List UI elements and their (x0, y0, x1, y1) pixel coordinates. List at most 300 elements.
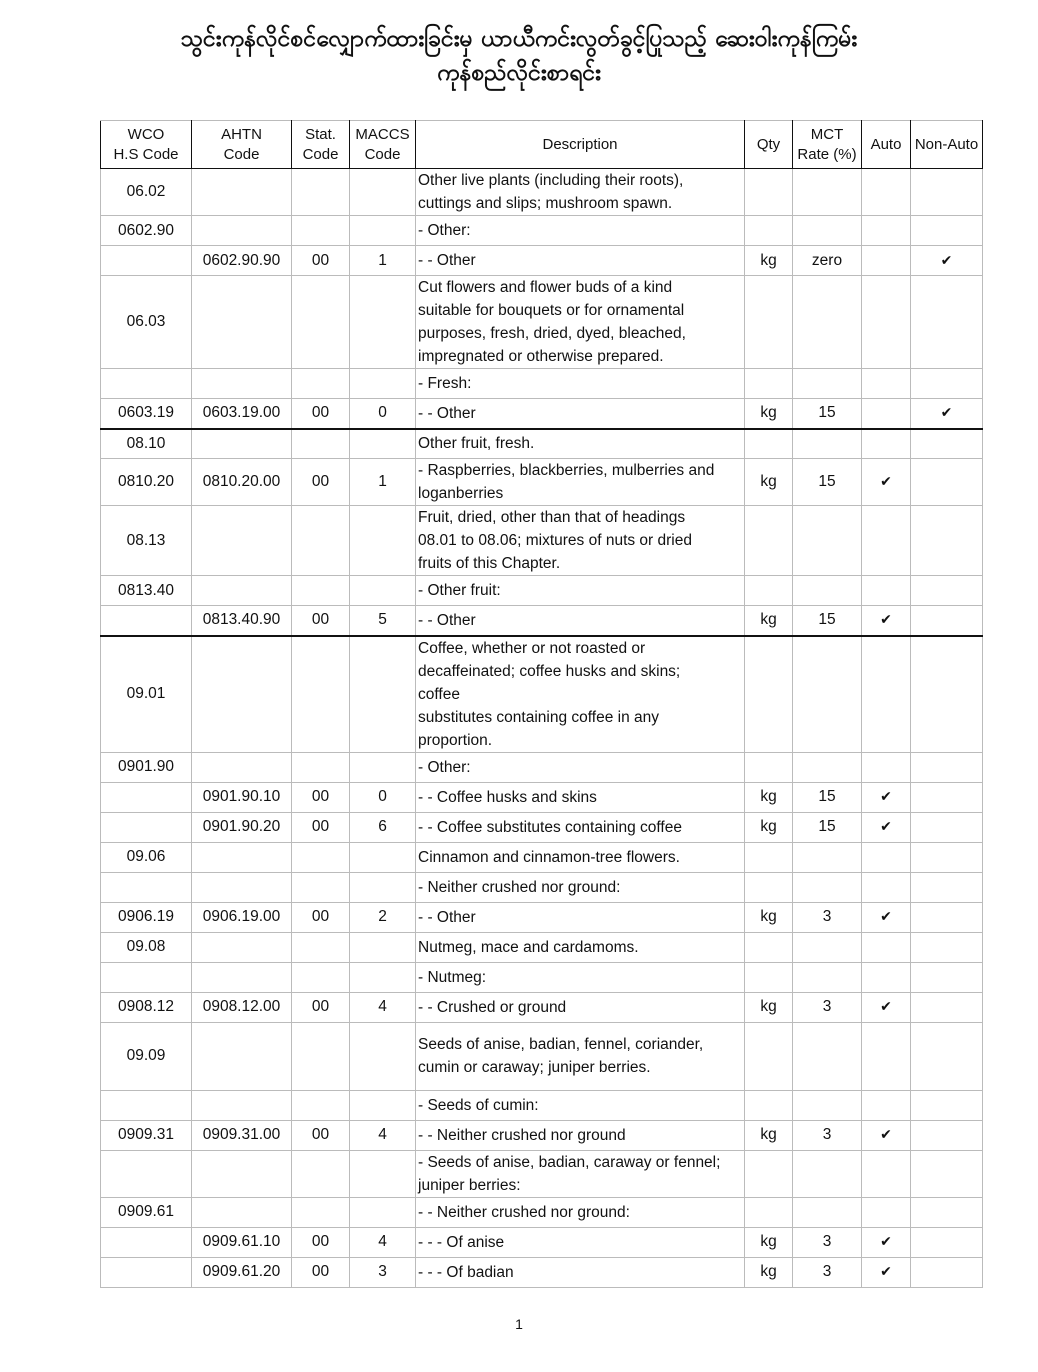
cell-nonauto (911, 1227, 983, 1257)
cell-desc (416, 429, 745, 459)
cell-value: 3 (378, 1263, 387, 1280)
cell-ahtn (192, 782, 292, 812)
description-line: substitutes containing coffee in any (418, 708, 659, 726)
description-line: impregnated or otherwise prepared. (418, 348, 664, 365)
cell-desc (416, 1150, 745, 1197)
cell-auto (862, 1150, 911, 1197)
description-line: Nutmeg, mace and cardamoms. (418, 938, 639, 956)
cell-value: 15 (818, 818, 836, 835)
description-line: cuttings and slips; mushroom spawn. (418, 195, 673, 212)
description-line: - - Other (418, 908, 476, 926)
cell-wco (101, 276, 192, 369)
cell-desc (416, 276, 745, 369)
cell-value: 3 (822, 1126, 832, 1143)
cell-value: kg (760, 1263, 777, 1280)
cell-desc (416, 1257, 745, 1287)
table-row (101, 1120, 983, 1150)
cell-mct (793, 1197, 862, 1227)
cell-maccs (350, 872, 416, 902)
cell-desc (416, 902, 745, 932)
cell-maccs (350, 276, 416, 369)
cell-desc (416, 932, 745, 962)
cell-auto (862, 992, 911, 1022)
table-row (101, 606, 983, 636)
cell-value: 00 (311, 818, 330, 835)
cell-maccs (350, 369, 416, 399)
document-title-line-1: သွင်းကုန်လိုင်စင်လျှောက်ထားခြင်းမှ ယာယီကင်းလွတ်ခွင့်ပြုသည့် ဆေးဝါးကုန်ကြမ်း (180, 26, 858, 52)
cell-maccs (350, 399, 416, 429)
description-line: suitable for bouquets or for ornamental (418, 302, 685, 319)
cell-desc (416, 872, 745, 902)
cell-stat (292, 1022, 350, 1090)
check-mark-icon: ✔ (880, 1126, 892, 1142)
cell-value: 06.03 (126, 313, 166, 330)
check-mark-icon: ✔ (880, 788, 892, 804)
cell-stat (292, 752, 350, 782)
cell-maccs (350, 576, 416, 606)
cell-auto (862, 216, 911, 246)
cell-qty (745, 932, 793, 962)
cell-qty (745, 752, 793, 782)
check-mark-icon: ✔ (880, 998, 892, 1014)
cell-maccs (350, 216, 416, 246)
cell-stat (292, 842, 350, 872)
cell-qty (745, 1090, 793, 1120)
cell-maccs (350, 782, 416, 812)
cell-nonauto (911, 606, 983, 636)
table-row (101, 1022, 983, 1090)
table-row (101, 782, 983, 812)
cell-nonauto (911, 369, 983, 399)
cell-stat (292, 399, 350, 429)
cell-mct (793, 606, 862, 636)
check-mark-icon: ✔ (880, 1233, 892, 1249)
cell-qty (745, 782, 793, 812)
cell-stat (292, 1120, 350, 1150)
cell-ahtn (192, 752, 292, 782)
check-mark-icon: ✔ (880, 473, 892, 489)
cell-maccs (350, 992, 416, 1022)
cell-value: kg (760, 818, 777, 835)
cell-auto (862, 429, 911, 459)
cell-maccs (350, 962, 416, 992)
cell-maccs (350, 1090, 416, 1120)
cell-wco (101, 932, 192, 962)
cell-ahtn (192, 1120, 292, 1150)
cell-mct (793, 962, 862, 992)
cell-auto (862, 812, 911, 842)
cell-value: 0908.12.00 (202, 998, 281, 1015)
cell-wco (101, 369, 192, 399)
cell-wco (101, 902, 192, 932)
cell-mct (793, 459, 862, 506)
cell-value: 3 (822, 998, 832, 1015)
description-line: decaffeinated; coffee husks and skins; (418, 662, 681, 680)
cell-wco (101, 842, 192, 872)
cell-wco (101, 429, 192, 459)
cell-auto (862, 932, 911, 962)
cell-desc (416, 1090, 745, 1120)
table-row (101, 1197, 983, 1227)
cell-nonauto (911, 169, 983, 216)
cell-qty (745, 506, 793, 576)
cell-mct (793, 872, 862, 902)
cell-ahtn (192, 636, 292, 753)
cell-value: 0909.31 (117, 1126, 175, 1143)
cell-wco (101, 1090, 192, 1120)
description-line: - Nutmeg: (418, 968, 487, 986)
cell-value: 00 (311, 611, 330, 629)
description-line: - Seeds of cumin: (418, 1096, 539, 1114)
cell-qty (745, 399, 793, 429)
cell-value: 0908.12 (117, 998, 175, 1015)
table-row (101, 216, 983, 246)
cell-wco (101, 169, 192, 216)
cell-nonauto (911, 276, 983, 369)
cell-nonauto (911, 782, 983, 812)
cell-ahtn (192, 932, 292, 962)
description-line: 08.01 to 08.06; mixtures of nuts or dried (418, 532, 692, 549)
cell-maccs (350, 1150, 416, 1197)
cell-desc (416, 246, 745, 276)
cell-value: 08.13 (126, 531, 166, 549)
cell-qty (745, 962, 793, 992)
cell-value: kg (760, 1233, 777, 1250)
cell-maccs (350, 842, 416, 872)
cell-wco (101, 782, 192, 812)
header-description: Description (416, 121, 745, 169)
cell-nonauto (911, 429, 983, 459)
description-line: proportion. (418, 731, 493, 749)
cell-stat (292, 606, 350, 636)
cell-auto (862, 246, 911, 276)
description-line: - Seeds of anise, badian, caraway or fennel; (418, 1153, 721, 1171)
cell-maccs (350, 506, 416, 576)
cell-wco (101, 506, 192, 576)
cell-nonauto (911, 1257, 983, 1287)
cell-ahtn (192, 902, 292, 932)
cell-stat (292, 276, 350, 369)
cell-maccs (350, 459, 416, 506)
cell-stat (292, 576, 350, 606)
document-title-line-2: ကုန်စည်လိုင်းစာရင်း (437, 60, 601, 86)
cell-ahtn (192, 1022, 292, 1090)
cell-ahtn (192, 606, 292, 636)
cell-ahtn (192, 369, 292, 399)
cell-auto (862, 369, 911, 399)
cell-auto (862, 606, 911, 636)
cell-value: 09.06 (126, 848, 166, 865)
cell-qty (745, 1022, 793, 1090)
cell-mct (793, 1120, 862, 1150)
cell-stat (292, 992, 350, 1022)
cell-maccs (350, 812, 416, 842)
cell-value: 0810.20.00 (202, 473, 281, 490)
cell-auto (862, 1090, 911, 1120)
cell-wco (101, 1227, 192, 1257)
header-auto: Auto (862, 121, 911, 169)
cell-wco (101, 636, 192, 753)
cell-auto (862, 459, 911, 506)
cell-auto (862, 1197, 911, 1227)
cell-auto (862, 1022, 911, 1090)
description-line: - Neither crushed nor ground: (418, 878, 621, 896)
description-line: Cut flowers and flower buds of a kind (418, 279, 673, 296)
cell-mct (793, 169, 862, 216)
cell-value: 0602.90.90 (202, 251, 281, 269)
cell-value: 09.09 (126, 1047, 166, 1064)
cell-value: kg (760, 473, 777, 490)
cell-qty (745, 992, 793, 1022)
cell-mct (793, 1022, 862, 1090)
cell-value: 0813.40.90 (202, 611, 281, 629)
cell-value: 0909.61 (117, 1203, 175, 1220)
cell-qty (745, 842, 793, 872)
cell-auto (862, 872, 911, 902)
page-number: 1 (515, 1316, 523, 1332)
table-body (101, 169, 983, 1288)
description-line: - - Coffee husks and skins (418, 788, 597, 806)
cell-mct (793, 812, 862, 842)
table-row (101, 429, 983, 459)
cell-nonauto (911, 932, 983, 962)
cell-wco (101, 992, 192, 1022)
header-ahtn: AHTN Code (192, 121, 292, 169)
table-row (101, 812, 983, 842)
cell-value: 00 (311, 788, 330, 805)
cell-value: 4 (378, 1233, 387, 1250)
table-row (101, 246, 983, 276)
cell-stat (292, 246, 350, 276)
table-row (101, 169, 983, 216)
cell-mct (793, 576, 862, 606)
cell-stat (292, 429, 350, 459)
cell-nonauto (911, 1090, 983, 1120)
header-qty: Qty (745, 121, 793, 169)
cell-desc (416, 1022, 745, 1090)
cell-stat (292, 902, 350, 932)
cell-wco (101, 1197, 192, 1227)
cell-qty (745, 429, 793, 459)
cell-value: 15 (818, 404, 836, 422)
cell-maccs (350, 636, 416, 753)
check-mark-icon: ✔ (880, 1263, 892, 1279)
cell-auto (862, 576, 911, 606)
cell-mct (793, 246, 862, 276)
cell-ahtn (192, 506, 292, 576)
cell-ahtn (192, 429, 292, 459)
cell-desc (416, 812, 745, 842)
cell-wco (101, 576, 192, 606)
cell-wco (101, 752, 192, 782)
cell-wco (101, 606, 192, 636)
table-row (101, 752, 983, 782)
cell-desc (416, 1120, 745, 1150)
cell-value: 00 (311, 1233, 330, 1250)
cell-ahtn (192, 812, 292, 842)
cell-nonauto (911, 216, 983, 246)
check-mark-icon: ✔ (880, 818, 892, 834)
cell-ahtn (192, 216, 292, 246)
cell-value: 00 (311, 404, 330, 422)
cell-mct (793, 369, 862, 399)
cell-ahtn (192, 962, 292, 992)
description-line: Other fruit, fresh. (418, 435, 535, 453)
cell-mct (793, 429, 862, 459)
cell-mct (793, 1257, 862, 1287)
cell-value: 00 (311, 251, 330, 269)
cell-desc (416, 782, 745, 812)
cell-value: 00 (311, 1263, 330, 1280)
cell-nonauto (911, 246, 983, 276)
cell-qty (745, 606, 793, 636)
cell-desc (416, 752, 745, 782)
cell-nonauto (911, 842, 983, 872)
cell-value: 0 (378, 788, 387, 805)
cell-desc (416, 369, 745, 399)
cell-qty (745, 902, 793, 932)
cell-qty (745, 812, 793, 842)
cell-wco (101, 1120, 192, 1150)
cell-mct (793, 1090, 862, 1120)
cell-maccs (350, 932, 416, 962)
table-row (101, 576, 983, 606)
cell-value: 00 (311, 908, 330, 925)
cell-desc (416, 992, 745, 1022)
cell-value: 0909.61.10 (202, 1233, 281, 1250)
cell-value: 3 (822, 1233, 832, 1250)
cell-ahtn (192, 276, 292, 369)
cell-qty (745, 246, 793, 276)
description-line: Fruit, dried, other than that of headings (418, 509, 686, 526)
cell-qty (745, 169, 793, 216)
description-line: Seeds of anise, badian, fennel, coriander, (418, 1036, 704, 1053)
cell-mct (793, 932, 862, 962)
cell-nonauto (911, 636, 983, 753)
cell-desc (416, 576, 745, 606)
description-line: - - Other (418, 611, 476, 629)
cell-ahtn (192, 1090, 292, 1120)
cell-mct (793, 842, 862, 872)
table-row (101, 1257, 983, 1287)
cell-mct (793, 399, 862, 429)
table-row (101, 1227, 983, 1257)
cell-ahtn (192, 1197, 292, 1227)
header-wco: WCO H.S Code (101, 121, 192, 169)
cell-value: kg (760, 998, 777, 1015)
cell-auto (862, 276, 911, 369)
description-line: - Fresh: (418, 375, 472, 392)
cell-maccs (350, 606, 416, 636)
cell-value: kg (760, 908, 777, 925)
cell-qty (745, 576, 793, 606)
cell-value: 0906.19 (117, 908, 175, 925)
cell-nonauto (911, 1120, 983, 1150)
description-line: - - - Of anise (418, 1233, 505, 1251)
description-line: cumin or caraway; juniper berries. (418, 1059, 651, 1076)
cell-mct (793, 276, 862, 369)
cell-stat (292, 932, 350, 962)
table-row (101, 1090, 983, 1120)
table-row (101, 369, 983, 399)
cell-qty (745, 636, 793, 753)
cell-nonauto (911, 399, 983, 429)
cell-ahtn (192, 576, 292, 606)
cell-stat (292, 1227, 350, 1257)
cell-stat (292, 1090, 350, 1120)
cell-ahtn (192, 1227, 292, 1257)
cell-auto (862, 399, 911, 429)
cell-maccs (350, 1120, 416, 1150)
cell-qty (745, 369, 793, 399)
header-nonauto: Non-Auto (911, 121, 983, 169)
cell-desc (416, 842, 745, 872)
header-row (101, 121, 983, 169)
description-line: - - Neither crushed nor ground: (418, 1203, 630, 1221)
cell-stat (292, 506, 350, 576)
check-mark-icon: ✔ (940, 251, 953, 268)
cell-value: 15 (818, 473, 836, 490)
cell-auto (862, 962, 911, 992)
table-row (101, 636, 983, 753)
cell-wco (101, 962, 192, 992)
cell-wco (101, 246, 192, 276)
cell-stat (292, 1197, 350, 1227)
description-line: fruits of this Chapter. (418, 555, 561, 572)
cell-maccs (350, 1227, 416, 1257)
cell-qty (745, 1197, 793, 1227)
cell-qty (745, 1120, 793, 1150)
cell-value: 0603.19.00 (202, 404, 281, 422)
table-row (101, 459, 983, 506)
cell-stat (292, 369, 350, 399)
cell-desc (416, 459, 745, 506)
cell-mct (793, 1150, 862, 1197)
check-mark-icon: ✔ (880, 611, 892, 628)
table-row (101, 902, 983, 932)
cell-nonauto (911, 1022, 983, 1090)
cell-auto (862, 782, 911, 812)
table-row (101, 962, 983, 992)
cell-nonauto (911, 459, 983, 506)
header-mct: MCT Rate (%) (793, 121, 862, 169)
cell-value: 09.08 (126, 938, 166, 955)
description-line: - Other: (418, 222, 471, 239)
cell-wco (101, 872, 192, 902)
cell-maccs (350, 246, 416, 276)
cell-mct (793, 992, 862, 1022)
cell-qty (745, 459, 793, 506)
cell-desc (416, 636, 745, 753)
cell-ahtn (192, 459, 292, 506)
cell-wco (101, 459, 192, 506)
cell-desc (416, 506, 745, 576)
cell-ahtn (192, 842, 292, 872)
cell-value: 0901.90.10 (202, 788, 281, 805)
cell-nonauto (911, 872, 983, 902)
cell-wco (101, 1150, 192, 1197)
cell-auto (862, 752, 911, 782)
cell-value: 0813.40 (117, 581, 175, 599)
cell-maccs (350, 1197, 416, 1227)
cell-value: 0810.20 (117, 473, 175, 490)
cell-desc (416, 399, 745, 429)
cell-auto (862, 902, 911, 932)
description-line: - Other: (418, 758, 471, 776)
cell-value: 06.02 (126, 183, 166, 200)
cell-stat (292, 1150, 350, 1197)
cell-value: 0 (378, 404, 387, 422)
